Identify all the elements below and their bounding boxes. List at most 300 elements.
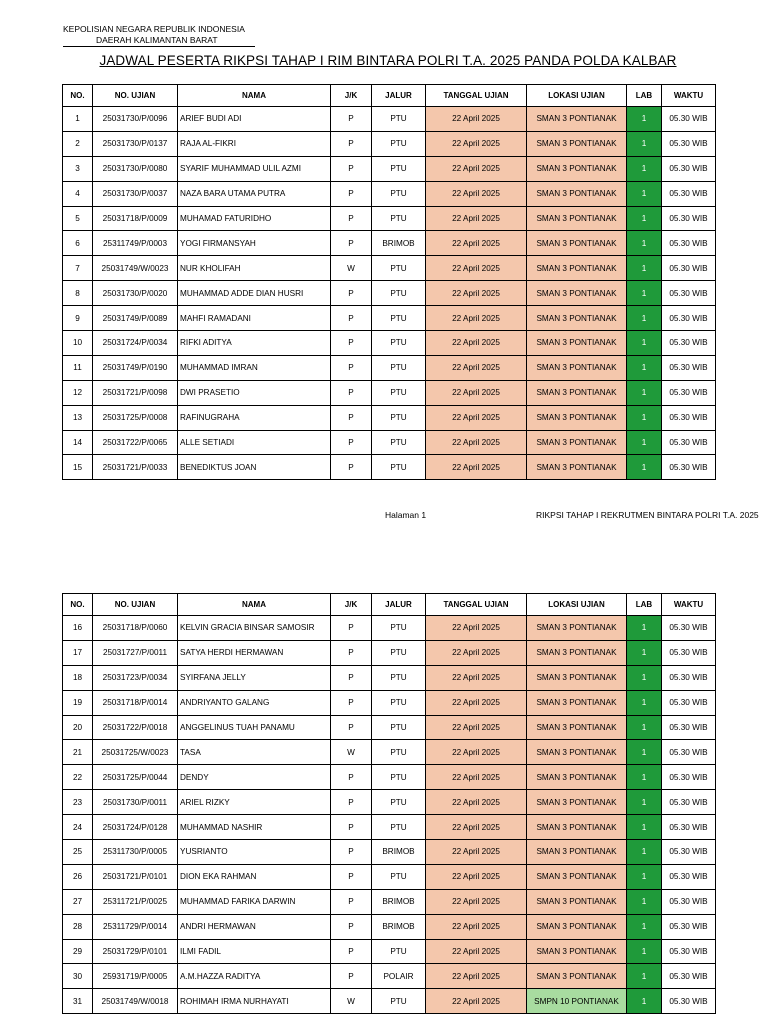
gender: W bbox=[331, 989, 372, 1014]
footer-caption: RIKPSI TAHAP I REKRUTMEN BINTARA POLRI T.A. 2025 bbox=[536, 510, 759, 520]
entry-path: BRIMOB bbox=[372, 914, 426, 939]
participant-name: ANDRIYANTO GALANG bbox=[178, 690, 331, 715]
exam-time: 05.30 WIB bbox=[662, 889, 716, 914]
exam-date: 22 April 2025 bbox=[426, 206, 527, 231]
exam-location: SMAN 3 PONTIANAK bbox=[527, 765, 627, 790]
exam-location: SMAN 3 PONTIANAK bbox=[527, 256, 627, 281]
exam-date: 22 April 2025 bbox=[426, 405, 527, 430]
exam-number: 25031730/P/0080 bbox=[93, 156, 178, 181]
gender: P bbox=[331, 306, 372, 331]
exam-date: 22 April 2025 bbox=[426, 740, 527, 765]
entry-path: PTU bbox=[372, 131, 426, 156]
participant-name: SYARIF MUHAMMAD ULIL AZMI bbox=[178, 156, 331, 181]
participant-name: MAHFI RAMADANI bbox=[178, 306, 331, 331]
exam-date: 22 April 2025 bbox=[426, 306, 527, 331]
participant-name: TASA bbox=[178, 740, 331, 765]
row-number: 9 bbox=[63, 306, 93, 331]
row-number: 6 bbox=[63, 231, 93, 256]
entry-path: PTU bbox=[372, 380, 426, 405]
lab-number: 1 bbox=[627, 181, 662, 206]
table-row bbox=[63, 107, 716, 132]
exam-time: 05.30 WIB bbox=[662, 840, 716, 865]
table-header-row bbox=[63, 85, 716, 107]
exam-date: 22 April 2025 bbox=[426, 864, 527, 889]
table-row bbox=[63, 455, 716, 480]
table-row bbox=[63, 740, 716, 765]
lab-number: 1 bbox=[627, 206, 662, 231]
exam-date: 22 April 2025 bbox=[426, 889, 527, 914]
lab-number: 1 bbox=[627, 640, 662, 665]
gender: W bbox=[331, 256, 372, 281]
exam-location: SMAN 3 PONTIANAK bbox=[527, 665, 627, 690]
col-tanggal-header: TANGGAL UJIAN bbox=[426, 594, 527, 616]
participant-name: NAZA BARA UTAMA PUTRA bbox=[178, 181, 331, 206]
lab-number: 1 bbox=[627, 964, 662, 989]
table-row bbox=[63, 914, 716, 939]
gender: P bbox=[331, 181, 372, 206]
exam-date: 22 April 2025 bbox=[426, 665, 527, 690]
exam-time: 05.30 WIB bbox=[662, 989, 716, 1014]
exam-number: 25031730/P/0096 bbox=[93, 107, 178, 132]
exam-number: 25031721/P/0033 bbox=[93, 455, 178, 480]
table-row bbox=[63, 690, 716, 715]
exam-location: SMAN 3 PONTIANAK bbox=[527, 131, 627, 156]
entry-path: BRIMOB bbox=[372, 840, 426, 865]
entry-path: PTU bbox=[372, 331, 426, 356]
exam-location: SMAN 3 PONTIANAK bbox=[527, 355, 627, 380]
gender: P bbox=[331, 107, 372, 132]
exam-location: SMAN 3 PONTIANAK bbox=[527, 790, 627, 815]
exam-date: 22 April 2025 bbox=[426, 131, 527, 156]
entry-path: PTU bbox=[372, 616, 426, 641]
exam-location: SMAN 3 PONTIANAK bbox=[527, 281, 627, 306]
exam-location: SMAN 3 PONTIANAK bbox=[527, 405, 627, 430]
table-row bbox=[63, 790, 716, 815]
table-row bbox=[63, 989, 716, 1014]
gender: P bbox=[331, 939, 372, 964]
gender: P bbox=[331, 889, 372, 914]
table-row bbox=[63, 206, 716, 231]
entry-path: PTU bbox=[372, 256, 426, 281]
table-row bbox=[63, 156, 716, 181]
exam-number: 25031749/W/0023 bbox=[93, 256, 178, 281]
exam-location: SMAN 3 PONTIANAK bbox=[527, 640, 627, 665]
table-row bbox=[63, 715, 716, 740]
exam-number: 25311749/P/0003 bbox=[93, 231, 178, 256]
exam-time: 05.30 WIB bbox=[662, 455, 716, 480]
gender: P bbox=[331, 616, 372, 641]
exam-location: SMAN 3 PONTIANAK bbox=[527, 740, 627, 765]
exam-date: 22 April 2025 bbox=[426, 989, 527, 1014]
exam-number: 25031727/P/0011 bbox=[93, 640, 178, 665]
exam-location: SMAN 3 PONTIANAK bbox=[527, 889, 627, 914]
lab-number: 1 bbox=[627, 405, 662, 430]
exam-date: 22 April 2025 bbox=[426, 231, 527, 256]
exam-time: 05.30 WIB bbox=[662, 690, 716, 715]
gender: P bbox=[331, 231, 372, 256]
exam-time: 05.30 WIB bbox=[662, 405, 716, 430]
entry-path: PTU bbox=[372, 815, 426, 840]
lab-number: 1 bbox=[627, 665, 662, 690]
row-number: 11 bbox=[63, 355, 93, 380]
participant-name: DWI PRASETIO bbox=[178, 380, 331, 405]
letterhead bbox=[63, 24, 255, 47]
exam-number: 25031718/P/0014 bbox=[93, 690, 178, 715]
exam-time: 05.30 WIB bbox=[662, 815, 716, 840]
exam-time: 05.30 WIB bbox=[662, 107, 716, 132]
col-waktu-header: WAKTU bbox=[662, 85, 716, 107]
exam-number: 25031724/P/0128 bbox=[93, 815, 178, 840]
exam-number: 25031718/P/0009 bbox=[93, 206, 178, 231]
gender: P bbox=[331, 765, 372, 790]
col-lab-header: LAB bbox=[627, 594, 662, 616]
entry-path: PTU bbox=[372, 156, 426, 181]
gender: W bbox=[331, 740, 372, 765]
entry-path: PTU bbox=[372, 690, 426, 715]
lab-number: 1 bbox=[627, 765, 662, 790]
exam-location: SMAN 3 PONTIANAK bbox=[527, 690, 627, 715]
exam-date: 22 April 2025 bbox=[426, 355, 527, 380]
lab-number: 1 bbox=[627, 815, 662, 840]
gender: P bbox=[331, 156, 372, 181]
exam-location: SMAN 3 PONTIANAK bbox=[527, 380, 627, 405]
col-lokasi-header: LOKASI UJIAN bbox=[527, 594, 627, 616]
participant-name: MUHAMAD FATURIDHO bbox=[178, 206, 331, 231]
page-number: Halaman 1 bbox=[385, 510, 427, 520]
entry-path: PTU bbox=[372, 989, 426, 1014]
row-number: 10 bbox=[63, 331, 93, 356]
lab-number: 1 bbox=[627, 616, 662, 641]
exam-date: 22 April 2025 bbox=[426, 914, 527, 939]
exam-date: 22 April 2025 bbox=[426, 616, 527, 641]
exam-number: 25031730/P/0037 bbox=[93, 181, 178, 206]
col-no-ujian-header: NO. UJIAN bbox=[93, 85, 178, 107]
entry-path: PTU bbox=[372, 281, 426, 306]
exam-time: 05.30 WIB bbox=[662, 231, 716, 256]
letterhead-line-2: DAERAH KALIMANTAN BARAT bbox=[96, 34, 218, 45]
exam-date: 22 April 2025 bbox=[426, 815, 527, 840]
letterhead-underline bbox=[63, 46, 255, 47]
entry-path: PTU bbox=[372, 355, 426, 380]
row-number: 13 bbox=[63, 405, 93, 430]
lab-number: 1 bbox=[627, 939, 662, 964]
exam-date: 22 April 2025 bbox=[426, 430, 527, 455]
table-row bbox=[63, 889, 716, 914]
row-number: 28 bbox=[63, 914, 93, 939]
participant-name: BENEDIKTUS JOAN bbox=[178, 455, 331, 480]
exam-date: 22 April 2025 bbox=[426, 331, 527, 356]
lab-number: 1 bbox=[627, 455, 662, 480]
row-number: 21 bbox=[63, 740, 93, 765]
row-number: 12 bbox=[63, 380, 93, 405]
table-row bbox=[63, 331, 716, 356]
exam-location: SMAN 3 PONTIANAK bbox=[527, 206, 627, 231]
col-lab-header: LAB bbox=[627, 85, 662, 107]
entry-path: PTU bbox=[372, 206, 426, 231]
col-no-header: NO. bbox=[63, 85, 93, 107]
exam-date: 22 April 2025 bbox=[426, 281, 527, 306]
participant-name: MUHAMMAD NASHIR bbox=[178, 815, 331, 840]
row-number: 15 bbox=[63, 455, 93, 480]
exam-number: 25311721/P/0025 bbox=[93, 889, 178, 914]
exam-date: 22 April 2025 bbox=[426, 181, 527, 206]
entry-path: PTU bbox=[372, 665, 426, 690]
exam-location: SMAN 3 PONTIANAK bbox=[527, 864, 627, 889]
participant-name: NUR KHOLIFAH bbox=[178, 256, 331, 281]
exam-location: SMAN 3 PONTIANAK bbox=[527, 815, 627, 840]
entry-path: PTU bbox=[372, 405, 426, 430]
gender: P bbox=[331, 380, 372, 405]
table-body bbox=[63, 107, 716, 480]
gender: P bbox=[331, 690, 372, 715]
participant-name: RIFKI ADITYA bbox=[178, 331, 331, 356]
table-row bbox=[63, 964, 716, 989]
entry-path: PTU bbox=[372, 790, 426, 815]
lab-number: 1 bbox=[627, 306, 662, 331]
exam-location: SMAN 3 PONTIANAK bbox=[527, 616, 627, 641]
lab-number: 1 bbox=[627, 740, 662, 765]
entry-path: PTU bbox=[372, 740, 426, 765]
table-row bbox=[63, 765, 716, 790]
exam-time: 05.30 WIB bbox=[662, 131, 716, 156]
gender: P bbox=[331, 790, 372, 815]
table-row bbox=[63, 864, 716, 889]
lab-number: 1 bbox=[627, 430, 662, 455]
col-lokasi-header: LOKASI UJIAN bbox=[527, 85, 627, 107]
exam-number: 25031722/P/0018 bbox=[93, 715, 178, 740]
table-row bbox=[63, 181, 716, 206]
gender: P bbox=[331, 640, 372, 665]
gender: P bbox=[331, 665, 372, 690]
participant-name: A.M.HAZZA RADITYA bbox=[178, 964, 331, 989]
table-row bbox=[63, 939, 716, 964]
schedule-table-page-1 bbox=[62, 84, 716, 480]
lab-number: 1 bbox=[627, 156, 662, 181]
table-row bbox=[63, 815, 716, 840]
exam-number: 25031749/W/0018 bbox=[93, 989, 178, 1014]
table-row bbox=[63, 840, 716, 865]
exam-date: 22 April 2025 bbox=[426, 790, 527, 815]
row-number: 27 bbox=[63, 889, 93, 914]
lab-number: 1 bbox=[627, 355, 662, 380]
gender: P bbox=[331, 131, 372, 156]
participant-name: ILMI FADIL bbox=[178, 939, 331, 964]
exam-time: 05.30 WIB bbox=[662, 964, 716, 989]
participant-name: DION EKA RAHMAN bbox=[178, 864, 331, 889]
row-number: 29 bbox=[63, 939, 93, 964]
participant-name: MUHAMMAD ADDE DIAN HUSRI bbox=[178, 281, 331, 306]
exam-time: 05.30 WIB bbox=[662, 206, 716, 231]
participant-name: YOGI FIRMANSYAH bbox=[178, 231, 331, 256]
table-row bbox=[63, 355, 716, 380]
exam-number: 25031721/P/0101 bbox=[93, 864, 178, 889]
lab-number: 1 bbox=[627, 281, 662, 306]
row-number: 25 bbox=[63, 840, 93, 865]
lab-number: 1 bbox=[627, 715, 662, 740]
table-row bbox=[63, 131, 716, 156]
exam-date: 22 April 2025 bbox=[426, 107, 527, 132]
exam-number: 25031721/P/0098 bbox=[93, 380, 178, 405]
exam-time: 05.30 WIB bbox=[662, 256, 716, 281]
row-number: 31 bbox=[63, 989, 93, 1014]
row-number: 17 bbox=[63, 640, 93, 665]
exam-number: 25031718/P/0060 bbox=[93, 616, 178, 641]
gender: P bbox=[331, 281, 372, 306]
gender: P bbox=[331, 964, 372, 989]
col-jk-header: J/K bbox=[331, 85, 372, 107]
row-number: 22 bbox=[63, 765, 93, 790]
exam-number: 25031749/P/0190 bbox=[93, 355, 178, 380]
participant-name: ROHIMAH IRMA NURHAYATI bbox=[178, 989, 331, 1014]
exam-location: SMAN 3 PONTIANAK bbox=[527, 914, 627, 939]
row-number: 1 bbox=[63, 107, 93, 132]
lab-number: 1 bbox=[627, 989, 662, 1014]
col-jk-header: J/K bbox=[331, 594, 372, 616]
document-title: JADWAL PESERTA RIKPSI TAHAP I RIM BINTARA POLRI T.A. 2025 PANDA POLDA KALBAR bbox=[99, 53, 677, 68]
lab-number: 1 bbox=[627, 380, 662, 405]
lab-number: 1 bbox=[627, 256, 662, 281]
table-row bbox=[63, 256, 716, 281]
exam-time: 05.30 WIB bbox=[662, 939, 716, 964]
row-number: 14 bbox=[63, 430, 93, 455]
table-body bbox=[63, 616, 716, 1014]
exam-time: 05.30 WIB bbox=[662, 740, 716, 765]
participant-name: SATYA HERDI HERMAWAN bbox=[178, 640, 331, 665]
exam-date: 22 April 2025 bbox=[426, 455, 527, 480]
row-number: 7 bbox=[63, 256, 93, 281]
participant-name: YUSRIANTO bbox=[178, 840, 331, 865]
gender: P bbox=[331, 840, 372, 865]
exam-time: 05.30 WIB bbox=[662, 765, 716, 790]
lab-number: 1 bbox=[627, 914, 662, 939]
row-number: 3 bbox=[63, 156, 93, 181]
entry-path: PTU bbox=[372, 765, 426, 790]
participant-name: ANDRI HERMAWAN bbox=[178, 914, 331, 939]
schedule-table-page-2 bbox=[62, 593, 716, 1014]
exam-location: SMAN 3 PONTIANAK bbox=[527, 455, 627, 480]
exam-date: 22 April 2025 bbox=[426, 690, 527, 715]
participant-name: DENDY bbox=[178, 765, 331, 790]
row-number: 20 bbox=[63, 715, 93, 740]
exam-time: 05.30 WIB bbox=[662, 640, 716, 665]
exam-location: SMAN 3 PONTIANAK bbox=[527, 306, 627, 331]
exam-location: SMPN 10 PONTIANAK bbox=[527, 989, 627, 1014]
exam-time: 05.30 WIB bbox=[662, 430, 716, 455]
exam-time: 05.30 WIB bbox=[662, 306, 716, 331]
col-tanggal-header: TANGGAL UJIAN bbox=[426, 85, 527, 107]
exam-time: 05.30 WIB bbox=[662, 715, 716, 740]
gender: P bbox=[331, 405, 372, 430]
lab-number: 1 bbox=[627, 690, 662, 715]
exam-number: 25031730/P/0011 bbox=[93, 790, 178, 815]
lab-number: 1 bbox=[627, 107, 662, 132]
row-number: 30 bbox=[63, 964, 93, 989]
letterhead-line-1: KEPOLISIAN NEGARA REPUBLIK INDONESIA bbox=[63, 24, 245, 34]
participant-name: KELVIN GRACIA BINSAR SAMOSIR bbox=[178, 616, 331, 641]
exam-time: 05.30 WIB bbox=[662, 790, 716, 815]
exam-date: 22 April 2025 bbox=[426, 939, 527, 964]
gender: P bbox=[331, 715, 372, 740]
row-number: 4 bbox=[63, 181, 93, 206]
entry-path: PTU bbox=[372, 306, 426, 331]
exam-date: 22 April 2025 bbox=[426, 256, 527, 281]
exam-number: 25031730/P/0137 bbox=[93, 131, 178, 156]
exam-time: 05.30 WIB bbox=[662, 281, 716, 306]
lab-number: 1 bbox=[627, 790, 662, 815]
entry-path: BRIMOB bbox=[372, 889, 426, 914]
gender: P bbox=[331, 206, 372, 231]
table-row bbox=[63, 380, 716, 405]
row-number: 23 bbox=[63, 790, 93, 815]
col-jalur-header: JALUR bbox=[372, 594, 426, 616]
entry-path: POLAIR bbox=[372, 964, 426, 989]
exam-number: 25031729/P/0101 bbox=[93, 939, 178, 964]
exam-time: 05.30 WIB bbox=[662, 181, 716, 206]
row-number: 16 bbox=[63, 616, 93, 641]
exam-time: 05.30 WIB bbox=[662, 156, 716, 181]
exam-location: SMAN 3 PONTIANAK bbox=[527, 840, 627, 865]
exam-date: 22 April 2025 bbox=[426, 765, 527, 790]
exam-location: SMAN 3 PONTIANAK bbox=[527, 964, 627, 989]
row-number: 19 bbox=[63, 690, 93, 715]
exam-time: 05.30 WIB bbox=[662, 355, 716, 380]
gender: P bbox=[331, 815, 372, 840]
participant-name: ARIEL RIZKY bbox=[178, 790, 331, 815]
entry-path: BRIMOB bbox=[372, 231, 426, 256]
exam-date: 22 April 2025 bbox=[426, 380, 527, 405]
col-jalur-header: JALUR bbox=[372, 85, 426, 107]
row-number: 26 bbox=[63, 864, 93, 889]
row-number: 5 bbox=[63, 206, 93, 231]
exam-number: 25031722/P/0065 bbox=[93, 430, 178, 455]
exam-time: 05.30 WIB bbox=[662, 665, 716, 690]
exam-number: 25031730/P/0020 bbox=[93, 281, 178, 306]
lab-number: 1 bbox=[627, 231, 662, 256]
gender: P bbox=[331, 355, 372, 380]
table-row bbox=[63, 665, 716, 690]
col-nama-header: NAMA bbox=[178, 85, 331, 107]
table-row bbox=[63, 430, 716, 455]
participant-name: ANGGELINUS TUAH PANAMU bbox=[178, 715, 331, 740]
table-header-row bbox=[63, 594, 716, 616]
exam-number: 25031723/P/0034 bbox=[93, 665, 178, 690]
participant-name: ALLE SETIADI bbox=[178, 430, 331, 455]
col-no-header: NO. bbox=[63, 594, 93, 616]
lab-number: 1 bbox=[627, 131, 662, 156]
exam-location: SMAN 3 PONTIANAK bbox=[527, 181, 627, 206]
participant-name: RAJA AL-FIKRI bbox=[178, 131, 331, 156]
table-row bbox=[63, 231, 716, 256]
exam-number: 25031725/P/0044 bbox=[93, 765, 178, 790]
exam-number: 25931719/P/0005 bbox=[93, 964, 178, 989]
exam-time: 05.30 WIB bbox=[662, 616, 716, 641]
gender: P bbox=[331, 914, 372, 939]
gender: P bbox=[331, 430, 372, 455]
table-row bbox=[63, 616, 716, 641]
participant-name: ARIEF BUDI ADI bbox=[178, 107, 331, 132]
entry-path: PTU bbox=[372, 715, 426, 740]
exam-number: 25031725/W/0023 bbox=[93, 740, 178, 765]
exam-date: 22 April 2025 bbox=[426, 840, 527, 865]
lab-number: 1 bbox=[627, 889, 662, 914]
row-number: 18 bbox=[63, 665, 93, 690]
exam-time: 05.30 WIB bbox=[662, 914, 716, 939]
gender: P bbox=[331, 864, 372, 889]
exam-location: SMAN 3 PONTIANAK bbox=[527, 331, 627, 356]
entry-path: PTU bbox=[372, 864, 426, 889]
col-waktu-header: WAKTU bbox=[662, 594, 716, 616]
lab-number: 1 bbox=[627, 331, 662, 356]
